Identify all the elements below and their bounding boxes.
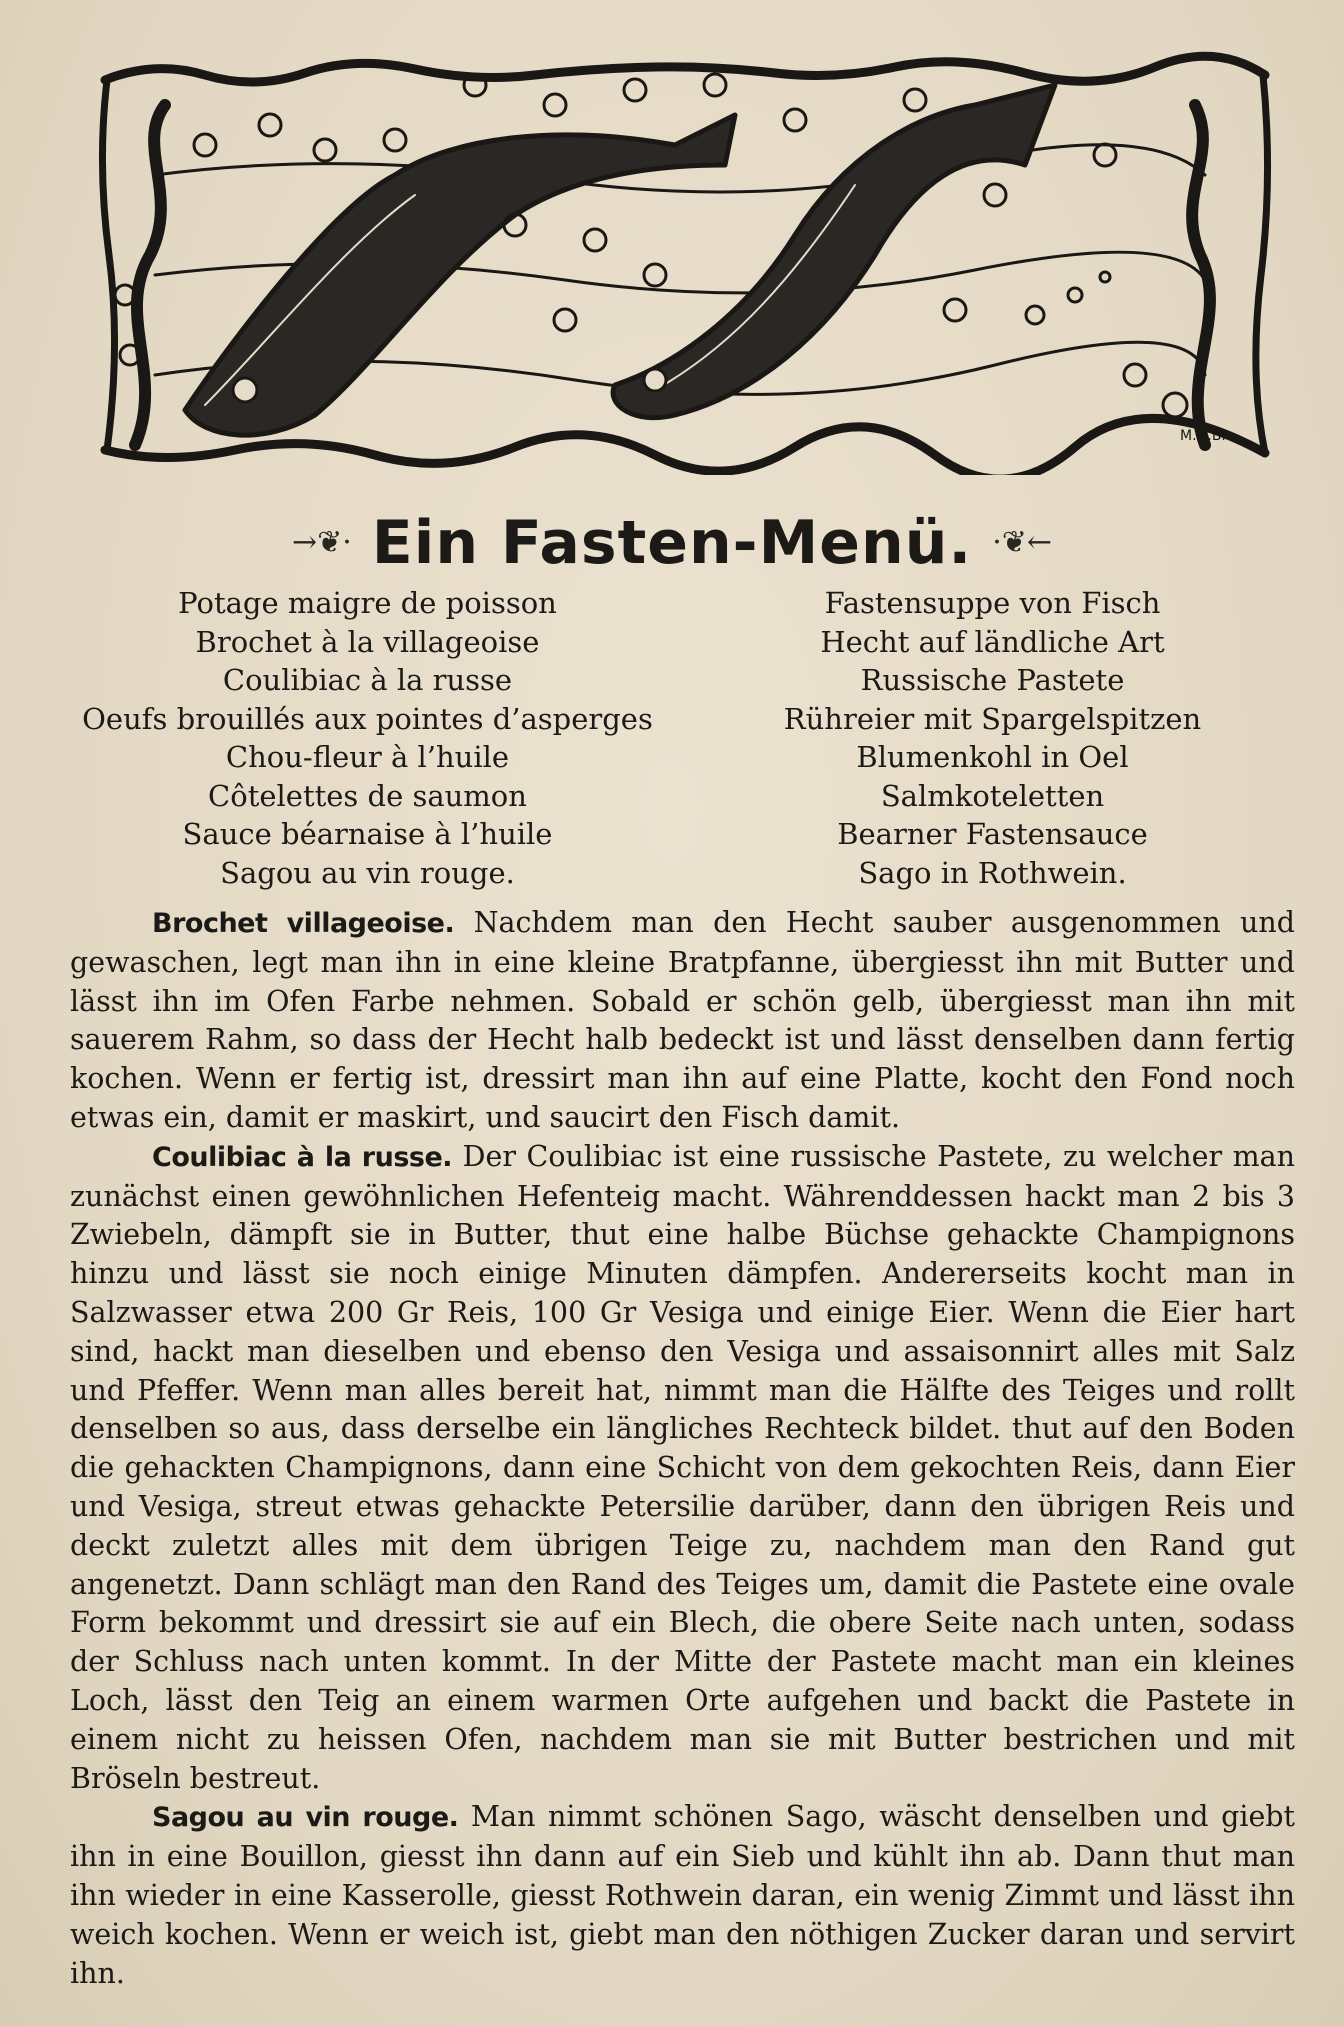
menu-list — [60, 584, 1300, 892]
menu-item-french: Potage maigre de poisson — [178, 586, 557, 620]
recipe-text: Nachdem man den Hecht sauber ausgenommen und gewaschen, legt man ihn in eine kleine Bratpfanne, übergiesst ihn mit Butter und lässt ihn im Ofen Farbe nehmen. Sobald er schön gelb, übergiesst man ihn mit sauerem Rahm, so dass der Hecht halb bedeckt ist und lässt denselben dann fertig kochen. Wenn er fertig ist, dressirt man ihn auf eine Platte, kocht den Fond noch etwas ein, damit er maskirt, und saucirt den Fisch damit. — [70, 906, 1295, 1134]
menu-item-german: Rühreier mit Spargelspitzen — [783, 701, 1202, 736]
menu-item-french: Coulibiac à la russe — [222, 663, 513, 697]
menu-item-german: Salmkoteletten — [880, 778, 1105, 813]
menu-item-german: Sago in Rothwein. — [858, 855, 1127, 890]
menu-item-german: Fastensuppe von Fisch — [824, 586, 1161, 620]
menu-item-german: Hecht auf ländliche Art — [820, 624, 1165, 659]
page-title: Ein Fasten-Menü. — [371, 507, 973, 578]
illustration-signature: M.G.B. — [1180, 428, 1226, 444]
fish-illustration — [95, 45, 1275, 475]
recipe-heading: Sagou au vin rouge. — [152, 1802, 459, 1834]
menu-item-french: Brochet à la villageoise — [195, 624, 540, 659]
title-row — [0, 500, 1344, 585]
recipe-heading: Coulibiac à la russe. — [152, 1141, 453, 1173]
recipe-paragraph — [70, 1798, 1295, 1993]
menu-german-column — [685, 584, 1300, 892]
menu-item-german: Blumenkohl in Oel — [856, 740, 1129, 774]
ornament-left-icon: →❦· — [291, 525, 352, 560]
recipe-paragraph — [70, 1138, 1295, 1799]
recipe-body — [70, 904, 1295, 1993]
recipe-text: Der Coulibiac ist eine russische Pastete, zu welcher man zunächst einen gewöhnlichen Hefenteig macht. Währenddessen hackt man 2 bis 3 Zwiebeln, dämpft sie in Butter, thut eine halbe Büchse gehackte Champignons hinzu und lässt sie noch einige Minuten dämpfen. Andererseits kocht man in Salzwasser etwa 200 Gr Reis, 100 Gr Vesiga und einige Eier. Wenn die Eier hart sind, hackt man dieselben und ebenso den Vesiga und assaisonnirt alles mit Salz und Pfeffer. Wenn man alles bereit hat, nimmt man die Hälfte des Teiges und rollt denselben so aus, dass derselbe ein längliches Rechteck bildet. thut auf den Boden die gehackten Champignons, dann eine Schicht von dem gekochten Reis, dann Eier und Vesiga, streut etwas gehackte Petersilie darüber, dann den übrigen Reis und deckt zuletzt alles mit dem übrigen Teige zu, nachdem man den Rand gut angenetzt. Dann schlägt man den Rand des Teiges um, damit die Pastete eine ovale Form bekommt und dressirt sie auf ein Blech, die obere Seite nach unten, sodass der Schluss nach unten kommt. In der Mitte der Pastete macht man ein kleines Loch, lässt den Teig an einem warmen Orte aufgehen und backt die Pastete in einem nicht zu heissen Ofen, nachdem man sie mit Butter bestrichen und mit Bröseln bestreut. — [70, 1139, 1295, 1795]
menu-item-french: Côtelettes de saumon — [208, 778, 527, 813]
menu-item-german: Russische Pastete — [860, 663, 1125, 697]
ornament-right-icon: ·❦← — [992, 525, 1053, 560]
menu-item-french: Oeufs brouillés aux pointes d’asperges — [82, 701, 653, 736]
menu-item-french: Sagou au vin rouge. — [220, 855, 515, 890]
menu-item-german: Bearner Fastensauce — [837, 817, 1148, 851]
recipe-heading: Brochet villageoise. — [152, 908, 455, 939]
menu-item-french: Chou-fleur à l’huile — [225, 740, 510, 774]
recipe-paragraph — [70, 904, 1295, 1138]
recipe-text: Man nimmt schönen Sago, wäscht denselben und giebt ihn in eine Bouillon, giesst ihn dann auf ein Sieb und kühlt ihn ab. Dann thut man ihn wieder in eine Kasserolle, giesst Rothwein daran, ein wenig Zimmt und lässt ihn weich kochen. Wenn er weich ist, giebt man den nöthigen Zucker daran und servirt ihn. — [70, 1800, 1296, 1990]
menu-item-french: Sauce béarnaise à l’huile — [182, 817, 553, 851]
menu-french-column — [60, 584, 675, 892]
